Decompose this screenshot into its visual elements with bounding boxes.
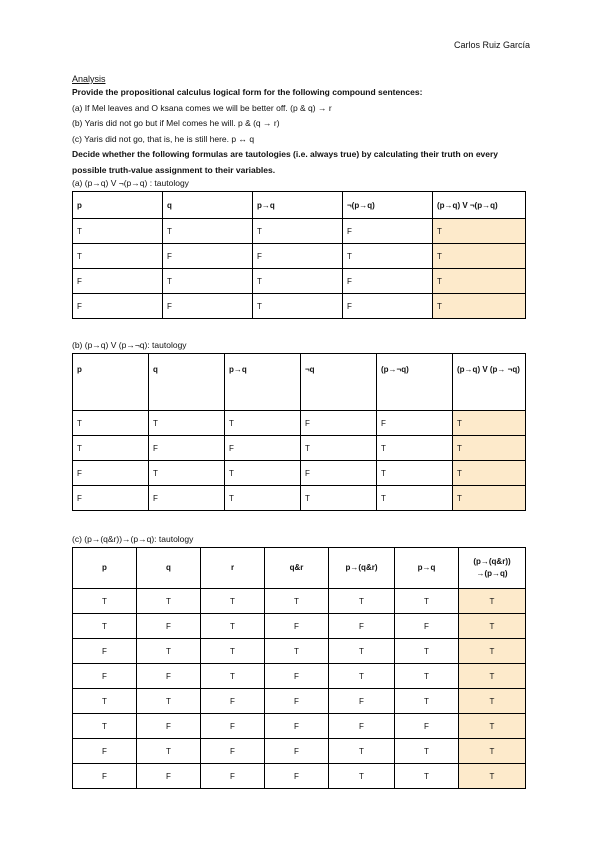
table-cell: F — [265, 714, 329, 739]
table-cell: T — [253, 219, 343, 244]
table-cell: F — [395, 614, 459, 639]
table-c-caption: (c) (p→(q&r))→(p→q): tautology — [72, 534, 194, 544]
header-cell: p→q — [395, 548, 459, 589]
header-cell: ¬q — [301, 354, 377, 411]
result-cell: T — [459, 764, 526, 789]
table-cell: T — [137, 739, 201, 764]
table-cell: F — [377, 411, 453, 436]
table-cell: F — [73, 664, 137, 689]
result-cell: T — [453, 486, 526, 511]
header-cell: ¬(p→q) — [343, 192, 433, 219]
table-cell: T — [201, 664, 265, 689]
table-row — [73, 244, 526, 269]
table-cell: T — [163, 219, 253, 244]
table-cell: T — [395, 739, 459, 764]
table-cell: T — [149, 461, 225, 486]
result-cell: T — [459, 689, 526, 714]
table-row — [73, 436, 526, 461]
result-cell: T — [453, 436, 526, 461]
truth-table-c — [72, 547, 526, 789]
table-cell: T — [73, 589, 137, 614]
table-cell: T — [377, 436, 453, 461]
sentence-a: (a) If Mel leaves and O ksana comes we will be better off. (p & q) → r — [72, 102, 332, 113]
table-cell: F — [329, 689, 395, 714]
analysis-heading: Analysis — [72, 74, 106, 84]
table-cell: T — [395, 664, 459, 689]
table-cell: F — [201, 689, 265, 714]
result-cell: T — [453, 411, 526, 436]
table-cell: T — [73, 411, 149, 436]
table-cell: F — [265, 689, 329, 714]
table-cell: F — [73, 269, 163, 294]
table-row — [73, 714, 526, 739]
table-cell: F — [73, 639, 137, 664]
table-cell: T — [149, 411, 225, 436]
header-cell: (p→¬q) — [377, 354, 453, 411]
sentence-c: (c) Yaris did not go, that is, he is still here. p ↔ q — [72, 133, 255, 144]
table-cell: T — [73, 614, 137, 639]
header-cell: (p→(q&r)) →(p→q) — [459, 548, 526, 589]
table-cell: T — [253, 294, 343, 319]
table-cell: T — [73, 714, 137, 739]
table-cell: F — [73, 461, 149, 486]
table-cell: T — [301, 486, 377, 511]
table-cell: F — [395, 714, 459, 739]
header-cell: q&r — [265, 548, 329, 589]
result-cell: T — [433, 244, 526, 269]
result-cell: T — [459, 639, 526, 664]
table-cell: F — [149, 486, 225, 511]
table-row — [73, 269, 526, 294]
header-cell: p→(q&r) — [329, 548, 395, 589]
header-cell: r — [201, 548, 265, 589]
header-cell: (p→q) V ¬(p→q) — [433, 192, 526, 219]
table-cell: T — [343, 244, 433, 269]
table-header-row — [73, 192, 526, 219]
table-cell: T — [73, 689, 137, 714]
table-row — [73, 664, 526, 689]
table-cell: F — [73, 486, 149, 511]
header-cell: p — [73, 192, 163, 219]
table-cell: T — [265, 589, 329, 614]
table-cell: T — [377, 461, 453, 486]
result-cell: T — [453, 461, 526, 486]
author-name: Carlos Ruiz García — [453, 40, 530, 50]
header-cell: (p→q) V (p→ ¬q) — [453, 354, 526, 411]
table-cell: F — [265, 614, 329, 639]
result-cell: T — [459, 739, 526, 764]
table-cell: F — [343, 294, 433, 319]
table-cell: F — [265, 739, 329, 764]
table-cell: F — [73, 764, 137, 789]
table-cell: F — [137, 714, 201, 739]
table-cell: F — [201, 764, 265, 789]
table-cell: T — [301, 436, 377, 461]
table-row — [73, 219, 526, 244]
table-row — [73, 486, 526, 511]
table-cell: T — [395, 589, 459, 614]
table-header-row — [73, 548, 526, 589]
table-header-row — [73, 354, 526, 411]
table-cell: T — [253, 269, 343, 294]
header-cell: p — [73, 354, 149, 411]
table-cell: T — [225, 461, 301, 486]
table-cell: F — [329, 614, 395, 639]
table-cell: T — [329, 639, 395, 664]
table-row — [73, 294, 526, 319]
header-cell: q — [163, 192, 253, 219]
table-cell: T — [225, 486, 301, 511]
table-cell: T — [201, 639, 265, 664]
result-cell: T — [459, 589, 526, 614]
table-cell: F — [265, 664, 329, 689]
table-cell: T — [163, 269, 253, 294]
header-cell: p — [73, 548, 137, 589]
table-cell: T — [137, 689, 201, 714]
table-row — [73, 689, 526, 714]
table-cell: F — [265, 764, 329, 789]
table-cell: F — [253, 244, 343, 269]
header-cell: q — [137, 548, 201, 589]
table-cell: F — [301, 411, 377, 436]
sentence-b: (b) Yaris did not go but if Mel comes he will. p & (q → r) — [72, 118, 280, 128]
table-cell: F — [343, 269, 433, 294]
header-cell: p→q — [253, 192, 343, 219]
table-cell: T — [395, 639, 459, 664]
table-cell: T — [329, 664, 395, 689]
table-b-caption: (b) (p→q) V (p→¬q): tautology — [72, 340, 187, 350]
table-cell: T — [201, 614, 265, 639]
table-cell: T — [225, 411, 301, 436]
table-row — [73, 639, 526, 664]
table-cell: T — [377, 486, 453, 511]
table-cell: F — [149, 436, 225, 461]
table-cell: F — [329, 714, 395, 739]
table-a-caption: (a) (p→q) V ¬(p→q) : tautology — [72, 178, 189, 188]
table-cell: T — [329, 589, 395, 614]
result-cell: T — [459, 714, 526, 739]
header-cell: p→q — [225, 354, 301, 411]
table-cell: F — [137, 664, 201, 689]
result-cell: T — [433, 219, 526, 244]
table-cell: F — [137, 614, 201, 639]
table-row — [73, 614, 526, 639]
task-text: Decide whether the following formulas are tautologies (i.e. always true) by calculating their truth on every possible truth-value assignment to their variables. — [72, 149, 499, 175]
table-row — [73, 589, 526, 614]
table-cell: F — [73, 294, 163, 319]
table-cell: T — [73, 219, 163, 244]
truth-table-b — [72, 353, 526, 511]
truth-table-a — [72, 191, 526, 319]
table-cell: T — [137, 639, 201, 664]
intro-text: Provide the propositional calculus logical form for the following compound sentences: — [72, 87, 423, 97]
table-row — [73, 461, 526, 486]
table-cell: T — [265, 639, 329, 664]
table-cell: F — [201, 739, 265, 764]
table-cell: F — [163, 294, 253, 319]
result-cell: T — [433, 269, 526, 294]
table-cell: T — [329, 739, 395, 764]
table-cell: T — [73, 436, 149, 461]
table-cell: T — [137, 589, 201, 614]
table-cell: F — [137, 764, 201, 789]
result-cell: T — [433, 294, 526, 319]
table-cell: T — [395, 689, 459, 714]
table-cell: F — [301, 461, 377, 486]
table-row — [73, 411, 526, 436]
result-cell: T — [459, 664, 526, 689]
table-cell: T — [201, 589, 265, 614]
header-cell: q — [149, 354, 225, 411]
table-cell: T — [73, 244, 163, 269]
table-cell: T — [395, 764, 459, 789]
table-cell: F — [201, 714, 265, 739]
table-cell: T — [329, 764, 395, 789]
table-cell: F — [225, 436, 301, 461]
result-cell: T — [459, 614, 526, 639]
document-body — [72, 73, 528, 789]
table-row — [73, 764, 526, 789]
table-cell: F — [163, 244, 253, 269]
table-row — [73, 739, 526, 764]
table-cell: F — [343, 219, 433, 244]
table-cell: F — [73, 739, 137, 764]
